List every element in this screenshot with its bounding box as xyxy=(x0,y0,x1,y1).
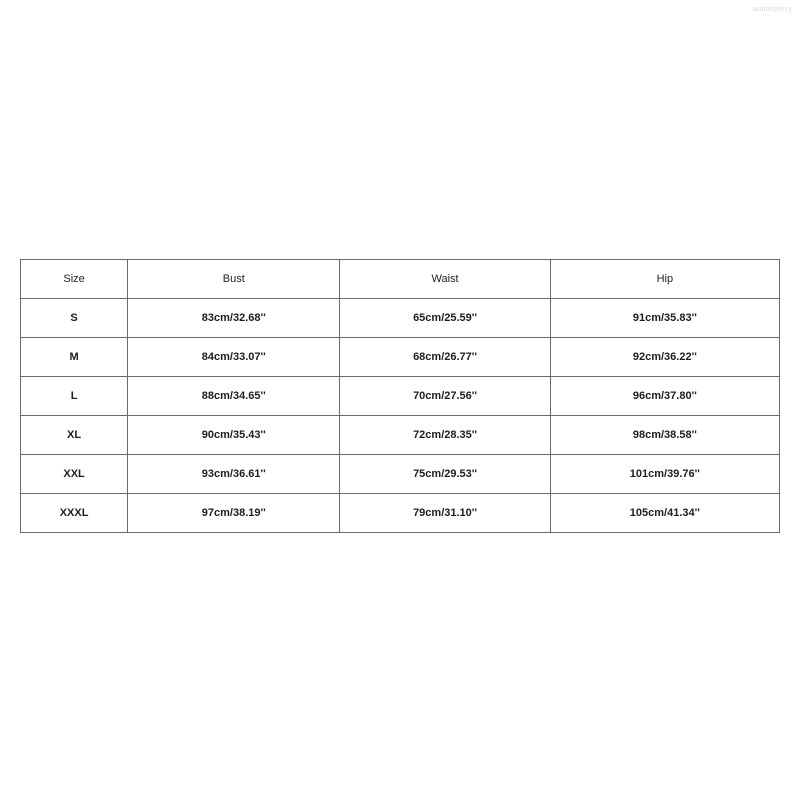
cell-bust: 90cm/35.43'' xyxy=(128,416,340,455)
cell-hip: 101cm/39.76'' xyxy=(550,455,779,494)
cell-hip: 96cm/37.80'' xyxy=(550,377,779,416)
watermark-text: waitonpercy xyxy=(752,6,792,13)
cell-bust: 97cm/38.19'' xyxy=(128,494,340,533)
table-row xyxy=(21,494,780,533)
cell-size: M xyxy=(21,338,128,377)
cell-hip: 91cm/35.83'' xyxy=(550,299,779,338)
size-chart-table xyxy=(20,259,780,533)
cell-hip: 98cm/38.58'' xyxy=(550,416,779,455)
table-row xyxy=(21,377,780,416)
cell-waist: 68cm/26.77'' xyxy=(340,338,550,377)
header-waist: Waist xyxy=(340,260,550,299)
table-row xyxy=(21,455,780,494)
cell-waist: 75cm/29.53'' xyxy=(340,455,550,494)
cell-waist: 70cm/27.56'' xyxy=(340,377,550,416)
table-row xyxy=(21,416,780,455)
cell-hip: 92cm/36.22'' xyxy=(550,338,779,377)
header-bust: Bust xyxy=(128,260,340,299)
cell-size: XXL xyxy=(21,455,128,494)
header-size: Size xyxy=(21,260,128,299)
cell-size: S xyxy=(21,299,128,338)
cell-size: XL xyxy=(21,416,128,455)
cell-hip: 105cm/41.34'' xyxy=(550,494,779,533)
cell-bust: 84cm/33.07'' xyxy=(128,338,340,377)
cell-bust: 83cm/32.68'' xyxy=(128,299,340,338)
header-row xyxy=(21,260,780,299)
cell-bust: 93cm/36.61'' xyxy=(128,455,340,494)
cell-waist: 72cm/28.35'' xyxy=(340,416,550,455)
table-row xyxy=(21,338,780,377)
cell-size: XXXL xyxy=(21,494,128,533)
header-hip: Hip xyxy=(550,260,779,299)
cell-bust: 88cm/34.65'' xyxy=(128,377,340,416)
cell-size: L xyxy=(21,377,128,416)
cell-waist: 65cm/25.59'' xyxy=(340,299,550,338)
table-row xyxy=(21,299,780,338)
cell-waist: 79cm/31.10'' xyxy=(340,494,550,533)
